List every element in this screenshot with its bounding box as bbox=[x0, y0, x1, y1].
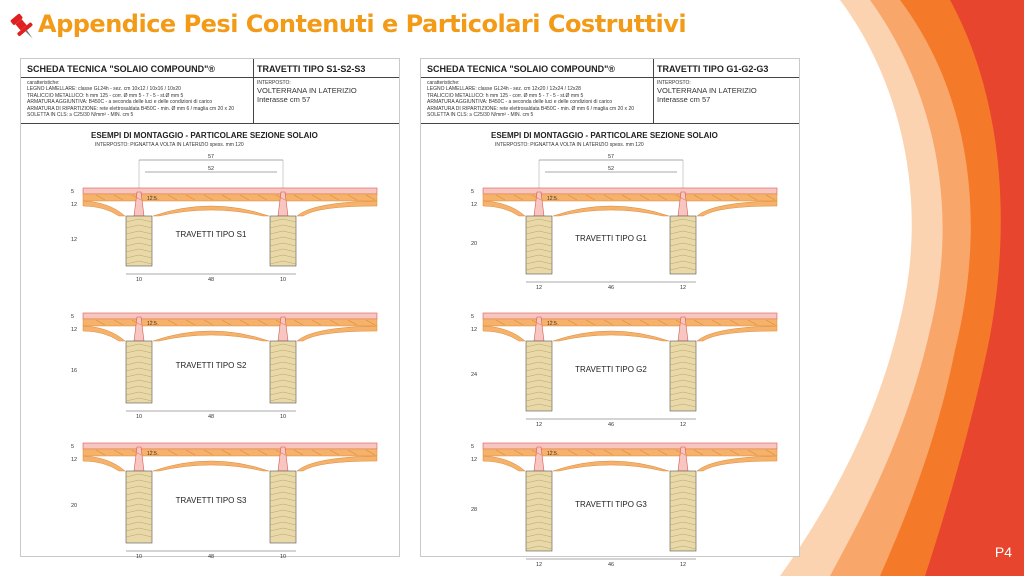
floor-section-diagram bbox=[421, 304, 799, 428]
concrete-slab bbox=[483, 443, 777, 449]
brick-vault bbox=[697, 201, 777, 216]
sheet-header bbox=[21, 59, 399, 124]
sheet-header-type: TRAVETTI TIPO G1-G2-G3 bbox=[657, 64, 769, 74]
dimension-beam-height: 16 bbox=[71, 368, 78, 374]
laminated-timber-beam bbox=[526, 471, 552, 551]
dimension-rib: 12.5 bbox=[147, 196, 157, 202]
sheet-header-type: TRAVETTI TIPO S1-S2-S3 bbox=[257, 64, 366, 74]
dimension-beam-width: 12 bbox=[535, 422, 543, 428]
dimension-beam-width: 10 bbox=[279, 414, 287, 420]
floor-section-diagram bbox=[21, 154, 399, 283]
laminated-timber-beam bbox=[270, 216, 296, 266]
floor-section-diagram bbox=[21, 304, 399, 424]
section-drawing bbox=[21, 434, 399, 564]
section-drawing bbox=[21, 304, 399, 434]
brick-vault bbox=[553, 331, 669, 341]
brick-vault bbox=[553, 461, 669, 471]
beam-type-label: TRAVETTI TIPO S2 bbox=[175, 361, 247, 370]
brick-vault bbox=[153, 331, 269, 341]
laminated-timber-beam bbox=[126, 216, 152, 266]
technical-sheet-s bbox=[20, 58, 400, 560]
dimension-rib: 12.5 bbox=[547, 451, 557, 457]
dimension-beam-width: 12 bbox=[679, 285, 687, 291]
dimension-slab: 5 bbox=[71, 314, 75, 320]
dimension-inner: 52 bbox=[607, 166, 615, 172]
dimension-slab: 5 bbox=[471, 314, 475, 320]
brick-vault bbox=[83, 201, 125, 216]
dimension-span: 46 bbox=[607, 285, 615, 291]
dimension-slab: 5 bbox=[471, 444, 475, 450]
dimension-beam-height: 20 bbox=[471, 241, 478, 247]
sheet-header-title: SCHEDA TECNICA "SOLAIO COMPOUND"® bbox=[427, 64, 616, 74]
dimension-beam-height: 20 bbox=[71, 503, 78, 509]
dimension-deck: 12 bbox=[71, 457, 78, 463]
dimension-beam-width: 12 bbox=[679, 422, 687, 428]
laminated-timber-beam bbox=[270, 341, 296, 403]
sheet-header bbox=[421, 59, 799, 124]
brick-vault bbox=[483, 456, 525, 471]
laminated-timber-beam bbox=[670, 471, 696, 551]
section-drawing bbox=[21, 154, 399, 284]
concrete-slab bbox=[483, 188, 777, 194]
brick-deck bbox=[83, 194, 377, 201]
dimension-beam-width: 10 bbox=[279, 277, 287, 283]
laminated-timber-beam bbox=[270, 471, 296, 543]
dimension-deck: 12 bbox=[471, 202, 478, 208]
section-title: ESEMPI DI MONTAGGIO - PARTICOLARE SEZIONE SOLAIO bbox=[491, 131, 718, 140]
laminated-timber-beam bbox=[126, 341, 152, 403]
concrete-slab bbox=[483, 313, 777, 319]
section-drawing bbox=[421, 304, 799, 434]
concrete-slab bbox=[83, 443, 377, 449]
slide-title: Appendice Pesi Contenuti e Particolari Costruttivi bbox=[38, 10, 687, 38]
beam-type-label: TRAVETTI TIPO G1 bbox=[575, 234, 647, 243]
sheet-specs: caratteristiche: LEGNO LAMELLARE: classe GL24h - sez. cm 12x20 / 12x24 / 12x28 TRALICCIO METALLICO: h mm 125 - corr. Ø mm 5 - 7 - 5 - st.Ø mm 5 ARMATURA AGGIUNTIVA: B450C - a seconda delle luci e delle condizioni di carico ARMATURA DI RIPARTIZIONE: rete elettrosaldata B450C - min. Ø mm 6 / maglia cm 20 x 20 SOLETTA IN CLS: ≥ C25/30 N/mm² - MIN. cm 5 bbox=[427, 80, 635, 119]
brick-vault bbox=[483, 201, 525, 216]
brick-deck bbox=[83, 449, 377, 456]
dimension-deck: 12 bbox=[471, 457, 478, 463]
brick-vault bbox=[153, 461, 269, 471]
dimension-beam-height: 12 bbox=[71, 237, 78, 243]
brick-vault bbox=[297, 326, 377, 341]
sheet-header-title: SCHEDA TECNICA "SOLAIO COMPOUND"® bbox=[27, 64, 216, 74]
dimension-beam-height: 24 bbox=[471, 372, 478, 378]
section-subtitle: INTERPOSTO: PIGNATTA A VOLTA IN LATERIZIO spess. mm 120 bbox=[495, 142, 644, 148]
concrete-slab bbox=[83, 188, 377, 194]
brick-vault bbox=[483, 326, 525, 341]
brick-vault bbox=[697, 456, 777, 471]
brick-vault bbox=[153, 206, 269, 216]
dimension-beam-width: 12 bbox=[535, 562, 543, 568]
dimension-span: 46 bbox=[607, 562, 615, 568]
sheet-interposto: INTERPOSTO: VOLTERRANA IN LATERIZIO Interasse cm 57 bbox=[257, 80, 357, 104]
dimension-deck: 12 bbox=[71, 202, 78, 208]
dimension-rib: 12.5 bbox=[547, 321, 557, 327]
sheet-specs: caratteristiche: LEGNO LAMELLARE: classe GL24h - sez. cm 10x12 / 10x16 / 10x20 TRALICCIO METALLICO: h mm 125 - corr. Ø mm 5 - 7 - 5 - st.Ø mm 5 ARMATURA AGGIUNTIVA: B450C - a seconda delle luci e delle condizioni di carico ARMATURA DI RIPARTIZIONE: rete elettrosaldata B450C - min. Ø mm 6 / maglia cm 20 x 20 SOLETTA IN CLS: ≥ C25/30 N/mm² - MIN. cm 5 bbox=[27, 80, 235, 119]
section-drawing bbox=[421, 154, 799, 291]
dimension-slab: 5 bbox=[71, 444, 75, 450]
sheet-interposto: INTERPOSTO: VOLTERRANA IN LATERIZIO Interasse cm 57 bbox=[657, 80, 757, 104]
dimension-top: 57 bbox=[607, 154, 615, 160]
brick-vault bbox=[83, 326, 125, 341]
beam-type-label: TRAVETTI TIPO S3 bbox=[175, 496, 247, 505]
dimension-slab: 5 bbox=[71, 189, 75, 195]
dimension-span: 48 bbox=[207, 277, 215, 283]
dimension-deck: 12 bbox=[471, 327, 478, 333]
floor-section-diagram bbox=[421, 154, 799, 291]
dimension-span: 48 bbox=[207, 414, 215, 420]
dimension-beam-width: 10 bbox=[135, 277, 143, 283]
dimension-beam-width: 10 bbox=[135, 414, 143, 420]
beam-type-label: TRAVETTI TIPO G3 bbox=[575, 500, 647, 509]
pushpin-icon bbox=[6, 10, 40, 44]
laminated-timber-beam bbox=[126, 471, 152, 543]
floor-section-diagram bbox=[21, 434, 399, 560]
dimension-beam-width: 10 bbox=[279, 554, 287, 560]
dimension-top: 57 bbox=[207, 154, 215, 160]
dimension-beam-width: 12 bbox=[679, 562, 687, 568]
dimension-rib: 12.5 bbox=[147, 321, 157, 327]
brick-deck bbox=[483, 194, 777, 201]
section-subtitle: INTERPOSTO: PIGNATTA A VOLTA IN LATERIZIO spess. mm 120 bbox=[95, 142, 244, 148]
dimension-beam-width: 10 bbox=[135, 554, 143, 560]
dimension-rib: 12.5 bbox=[147, 451, 157, 457]
section-drawing bbox=[421, 434, 799, 568]
technical-sheet-g bbox=[420, 58, 800, 568]
brick-vault bbox=[697, 326, 777, 341]
dimension-span: 48 bbox=[207, 554, 215, 560]
dimension-inner: 52 bbox=[207, 166, 215, 172]
brick-deck bbox=[483, 449, 777, 456]
brick-deck bbox=[483, 319, 777, 326]
dimension-beam-width: 12 bbox=[535, 285, 543, 291]
beam-type-label: TRAVETTI TIPO S1 bbox=[175, 230, 247, 239]
brick-deck bbox=[83, 319, 377, 326]
brick-vault bbox=[297, 201, 377, 216]
concrete-slab bbox=[83, 313, 377, 319]
dimension-slab: 5 bbox=[471, 189, 475, 195]
dimension-deck: 12 bbox=[71, 327, 78, 333]
dimension-beam-height: 28 bbox=[471, 507, 478, 513]
page-number: P4 bbox=[994, 544, 1012, 560]
brick-vault bbox=[297, 456, 377, 471]
brick-vault bbox=[83, 456, 125, 471]
dimension-rib: 12.5 bbox=[547, 196, 557, 202]
beam-type-label: TRAVETTI TIPO G2 bbox=[575, 365, 647, 374]
floor-section-diagram bbox=[421, 434, 799, 568]
brick-vault bbox=[553, 206, 669, 216]
section-title: ESEMPI DI MONTAGGIO - PARTICOLARE SEZIONE SOLAIO bbox=[91, 131, 318, 140]
dimension-span: 46 bbox=[607, 422, 615, 428]
